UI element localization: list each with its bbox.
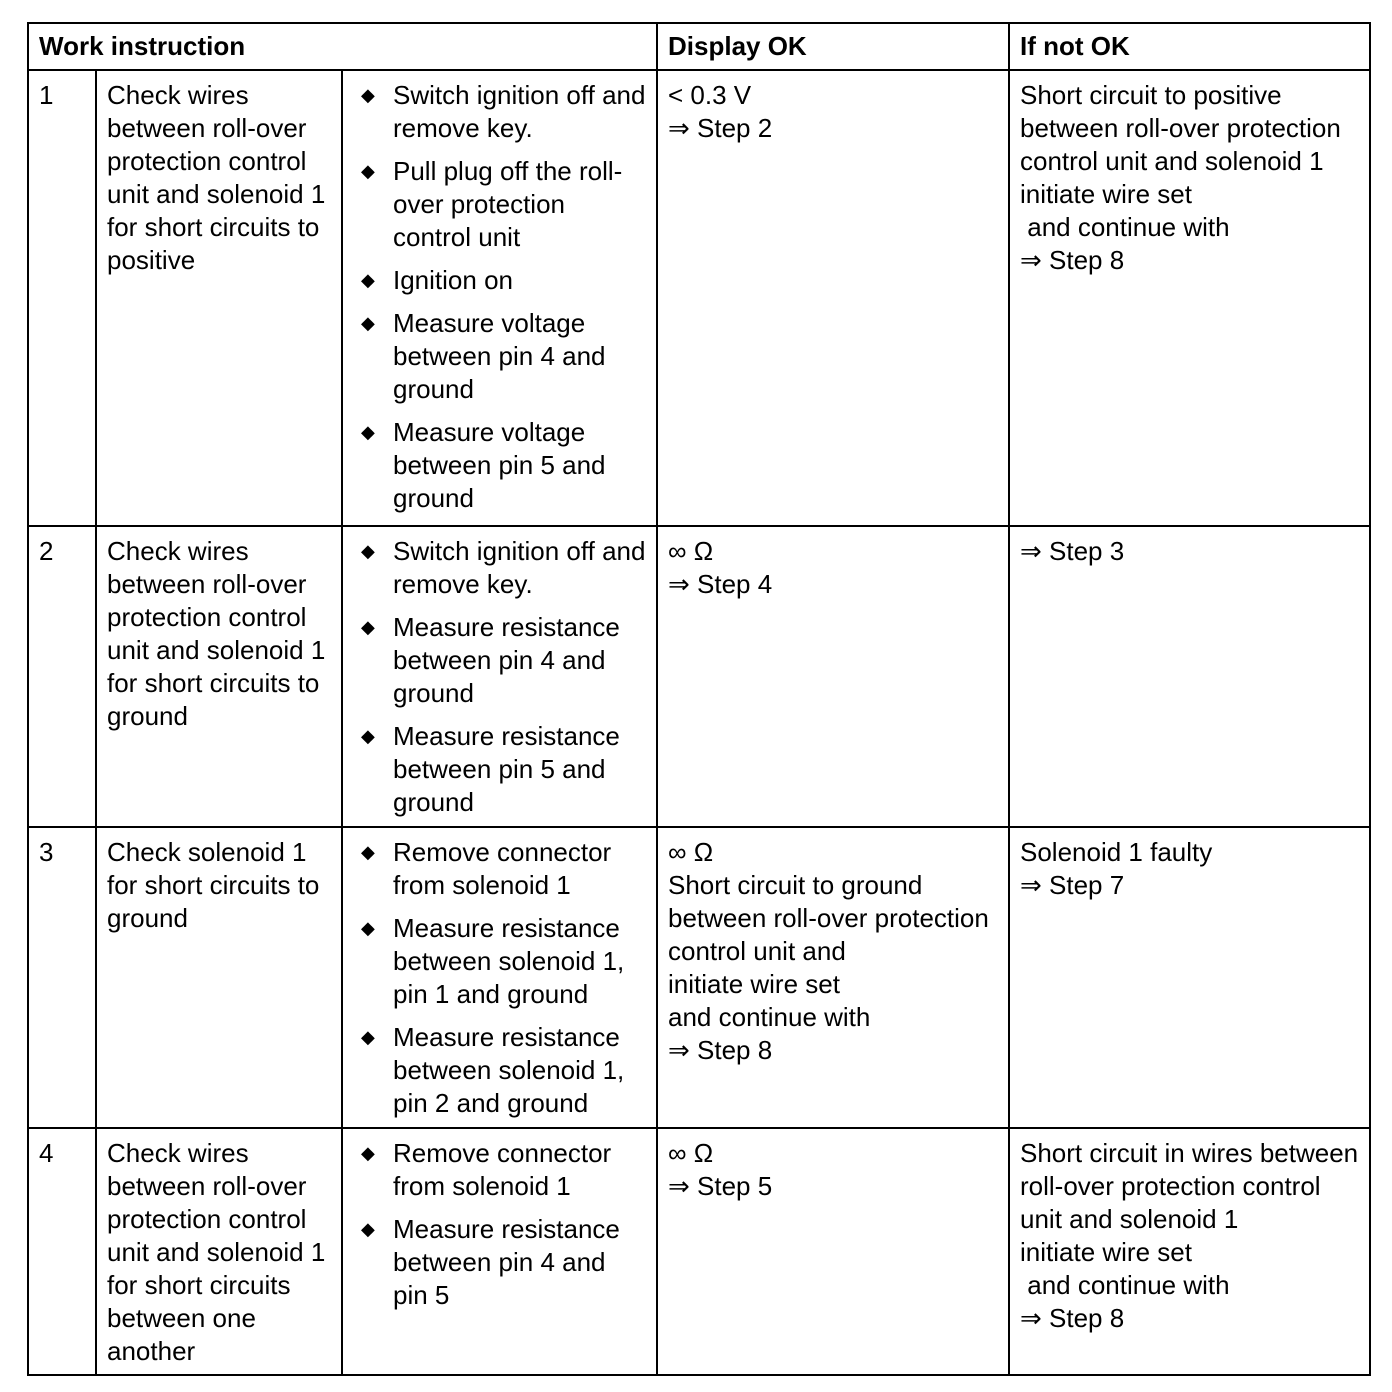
procedure-item: ◆ Measure voltage between pin 5 and ground [361, 417, 606, 513]
procedure-list [353, 79, 646, 515]
display-ok-line: ∞ Ω [668, 837, 714, 867]
display-ok-line: ⇒ Step 5 [668, 1171, 773, 1201]
procedure-cell [342, 827, 657, 1128]
procedure-item: ◆ Measure voltage between pin 4 and ground [361, 308, 606, 404]
check-description: Check solenoid 1 for short circuits to ground [96, 827, 342, 1128]
if-not-ok-cell [1009, 526, 1370, 827]
step-number: 3 [28, 827, 96, 1128]
work-instruction-table [27, 22, 1371, 1376]
procedure-list [353, 836, 646, 1120]
procedure-list [353, 1137, 646, 1312]
table-row [28, 526, 1370, 827]
header-display-ok: Display OK [657, 23, 1009, 70]
display-ok-line: ∞ Ω [668, 1138, 714, 1168]
table-row [28, 827, 1370, 1128]
if-not-ok-line: ⇒ Step 7 [1020, 870, 1125, 900]
if-not-ok-line: ⇒ Step 3 [1020, 536, 1125, 566]
diamond-bullet-icon: ◆ [361, 85, 375, 105]
if-not-ok-line: Solenoid 1 faulty [1020, 837, 1213, 867]
procedure-item: ◆ Remove connector from solenoid 1 [361, 837, 612, 900]
procedure-list [353, 535, 646, 819]
diamond-bullet-icon: ◆ [361, 842, 375, 862]
display-ok-line: < 0.3 V [668, 80, 752, 110]
header-work-instruction: Work instruction [28, 23, 657, 70]
display-ok-line: ⇒ Step 2 [668, 113, 773, 143]
display-ok-cell [657, 827, 1009, 1128]
table-header-row [28, 23, 1370, 70]
procedure-cell [342, 70, 657, 526]
diamond-bullet-icon: ◆ [361, 541, 375, 561]
procedure-cell [342, 1128, 657, 1375]
check-description: Check wires between roll-over protection control unit and solenoid 1 for short circuits to positive [96, 70, 342, 526]
display-ok-line: ⇒ Step 8 [668, 1035, 773, 1065]
if-not-ok-line: initiate wire set [1020, 1237, 1192, 1267]
procedure-item: ◆ Ignition on [361, 265, 513, 295]
if-not-ok-line: and continue with [1020, 1270, 1230, 1300]
if-not-ok-line: ⇒ Step 8 [1020, 245, 1125, 275]
procedure-item: ◆ Measure resistance between solenoid 1, pin 1 and ground [361, 913, 625, 1009]
diamond-bullet-icon: ◆ [361, 918, 375, 938]
header-if-not-ok: If not OK [1009, 23, 1370, 70]
check-description: Check wires between roll-over protection control unit and solenoid 1 for short circuits to ground [96, 526, 342, 827]
display-ok-cell [657, 526, 1009, 827]
procedure-item: ◆ Measure resistance between solenoid 1, pin 2 and ground [361, 1022, 625, 1118]
display-ok-line: and continue with [668, 1002, 871, 1032]
if-not-ok-line: ⇒ Step 8 [1020, 1303, 1125, 1333]
display-ok-cell [657, 70, 1009, 526]
diamond-bullet-icon: ◆ [361, 161, 375, 181]
diamond-bullet-icon: ◆ [361, 1027, 375, 1047]
if-not-ok-line: Short circuit to positive between roll-over protection control unit and solenoid 1 initiate wire set [1020, 80, 1349, 209]
step-number: 4 [28, 1128, 96, 1375]
diamond-bullet-icon: ◆ [361, 422, 375, 442]
step-number: 1 [28, 70, 96, 526]
procedure-item: ◆ Remove connector from solenoid 1 [361, 1138, 612, 1201]
procedure-item: ◆ Pull plug off the roll-over protection control unit [361, 156, 623, 252]
display-ok-cell [657, 1128, 1009, 1375]
check-description: Check wires between roll-over protection control unit and solenoid 1 for short circuits between one another [96, 1128, 342, 1375]
diamond-bullet-icon: ◆ [361, 1143, 375, 1163]
if-not-ok-cell [1009, 827, 1370, 1128]
if-not-ok-line: Short circuit in wires between roll-over protection control unit and solenoid 1 [1020, 1138, 1366, 1234]
display-ok-line: ∞ Ω [668, 536, 714, 566]
diamond-bullet-icon: ◆ [361, 270, 375, 290]
table-row [28, 1128, 1370, 1375]
table-row [28, 70, 1370, 526]
procedure-item: ◆ Measure resistance between pin 5 and ground [361, 721, 620, 817]
if-not-ok-cell [1009, 70, 1370, 526]
diamond-bullet-icon: ◆ [361, 617, 375, 637]
step-number: 2 [28, 526, 96, 827]
diamond-bullet-icon: ◆ [361, 726, 375, 746]
if-not-ok-line: and continue with [1020, 212, 1230, 242]
if-not-ok-cell [1009, 1128, 1370, 1375]
display-ok-line: initiate wire set [668, 969, 840, 999]
display-ok-line: ⇒ Step 4 [668, 569, 773, 599]
procedure-item: ◆ Measure resistance between pin 4 and ground [361, 612, 620, 708]
diamond-bullet-icon: ◆ [361, 1219, 375, 1239]
diamond-bullet-icon: ◆ [361, 313, 375, 333]
procedure-item: ◆ Measure resistance between pin 4 and pin 5 [361, 1214, 620, 1310]
procedure-item: ◆ Switch ignition off and remove key. [361, 80, 646, 143]
procedure-item: ◆ Switch ignition off and remove key. [361, 536, 646, 599]
display-ok-line: Short circuit to ground between roll-over protection control unit and [668, 870, 997, 966]
procedure-cell [342, 526, 657, 827]
